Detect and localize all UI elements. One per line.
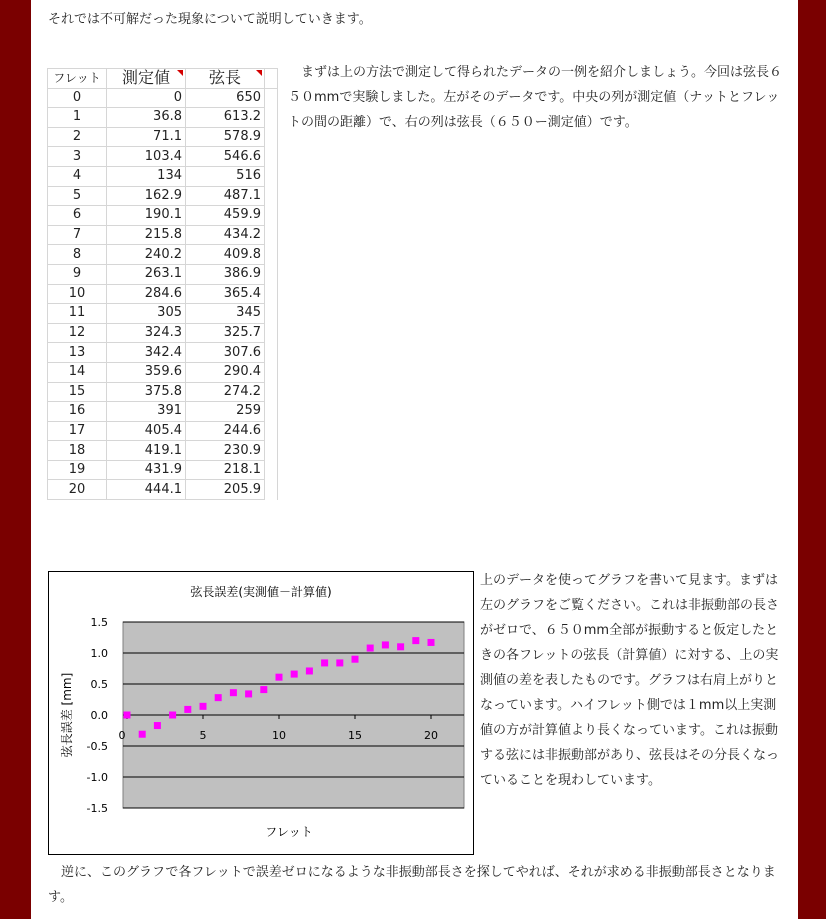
y-tick-label: -1.0 — [86, 771, 108, 784]
cell-fret: 14 — [48, 362, 107, 382]
cell-string-length: 386.9 — [186, 264, 265, 284]
table-pad-cell — [265, 362, 278, 382]
cell-string-length: 365.4 — [186, 284, 265, 304]
x-tick-label: 10 — [272, 729, 286, 742]
table-pad-cell — [265, 421, 278, 441]
cell-measured: 71.1 — [107, 127, 186, 147]
data-point — [382, 641, 389, 648]
intro-paragraph: それでは不可解だった現象について説明していきます。 — [48, 12, 372, 27]
cell-fret: 1 — [48, 108, 107, 128]
table-row — [48, 127, 278, 147]
header-string-label: 弦長 — [208, 68, 241, 88]
cell-fret: 16 — [48, 402, 107, 422]
table-pad-cell — [265, 441, 278, 461]
cell-measured: 134 — [107, 166, 186, 186]
table-pad-cell — [265, 245, 278, 265]
data-point — [412, 637, 419, 644]
cell-measured: 431.9 — [107, 460, 186, 480]
data-point — [367, 645, 374, 652]
cell-fret: 7 — [48, 225, 107, 245]
cell-fret: 18 — [48, 441, 107, 461]
cell-measured: 375.8 — [107, 382, 186, 402]
cell-measured: 444.1 — [107, 480, 186, 500]
table-row — [48, 402, 278, 422]
cell-string-length: 516 — [186, 166, 265, 186]
table-pad-cell — [265, 206, 278, 226]
chart-title: 弦長誤差(実測値－計算値) — [190, 585, 332, 599]
cell-string-length: 345 — [186, 304, 265, 324]
cell-string-length: 218.1 — [186, 460, 265, 480]
cell-fret: 10 — [48, 284, 107, 304]
table-row — [48, 421, 278, 441]
data-point — [184, 706, 191, 713]
table-pad-cell — [265, 480, 278, 500]
table-row — [48, 323, 278, 343]
table-pad-cell — [265, 304, 278, 324]
table-row — [48, 362, 278, 382]
cell-fret: 8 — [48, 245, 107, 265]
data-point — [169, 712, 176, 719]
cell-string-length: 578.9 — [186, 127, 265, 147]
x-tick-label: 5 — [199, 729, 207, 742]
table-pad-cell — [265, 343, 278, 363]
cell-string-length: 290.4 — [186, 362, 265, 382]
cell-fret: 12 — [48, 323, 107, 343]
data-point — [215, 694, 222, 701]
comment-marker-icon — [177, 70, 183, 76]
y-tick-label: 0.5 — [90, 678, 108, 691]
cell-fret: 5 — [48, 186, 107, 206]
table-pad-cell — [265, 402, 278, 422]
table-row — [48, 88, 278, 108]
data-point — [291, 671, 298, 678]
cell-string-length: 307.6 — [186, 343, 265, 363]
table-pad-cell — [265, 108, 278, 128]
table-body — [48, 88, 278, 499]
y-tick-label: 1.0 — [90, 647, 108, 660]
data-point — [139, 731, 146, 738]
cell-measured: 240.2 — [107, 245, 186, 265]
x-tick-label: 20 — [424, 729, 438, 742]
data-point — [124, 712, 131, 719]
article-page — [31, 0, 798, 919]
cell-measured: 190.1 — [107, 206, 186, 226]
error-chart — [48, 571, 474, 855]
data-point — [397, 643, 404, 650]
chart-description-paragraph: 上のデータを使ってグラフを書いて見ます。まずは左のグラフをご覧ください。これは非振動部の長さがゼロで、６５０mm全部が振動すると仮定したときの各フレットの弦長（計算値）に対する、上の実測値の差を表したものです。グラフは右肩上がりとなっています。ハイフレット側では１mm以上実測値の方が計算値より長くなっています。これは振動する弦には非振動部があり、弦長はその分長くなっていることを現わしています。 — [480, 573, 780, 788]
table-pad-cell — [265, 186, 278, 206]
cell-fret: 20 — [48, 480, 107, 500]
data-point — [428, 639, 435, 646]
cell-string-length: 409.8 — [186, 245, 265, 265]
cell-fret: 4 — [48, 166, 107, 186]
table-row — [48, 304, 278, 324]
data-point — [276, 674, 283, 681]
table-row — [48, 225, 278, 245]
data-point — [245, 690, 252, 697]
cell-measured: 215.8 — [107, 225, 186, 245]
header-string-length — [186, 69, 265, 89]
table-row — [48, 108, 278, 128]
table-pad-cell — [265, 69, 278, 89]
comment-marker-icon — [256, 70, 262, 76]
cell-string-length: 205.9 — [186, 480, 265, 500]
cell-string-length: 274.2 — [186, 382, 265, 402]
cell-string-length: 487.1 — [186, 186, 265, 206]
cell-measured: 305 — [107, 304, 186, 324]
table-row — [48, 284, 278, 304]
table-pad-cell — [265, 127, 278, 147]
cell-measured: 284.6 — [107, 284, 186, 304]
data-point — [306, 667, 313, 674]
header-fret: フレット — [48, 69, 107, 89]
cell-fret: 2 — [48, 127, 107, 147]
table-row — [48, 460, 278, 480]
cell-fret: 9 — [48, 264, 107, 284]
cell-measured: 36.8 — [107, 108, 186, 128]
cell-measured: 162.9 — [107, 186, 186, 206]
table-pad-cell — [265, 225, 278, 245]
cell-fret: 0 — [48, 88, 107, 108]
cell-fret: 17 — [48, 421, 107, 441]
data-description-paragraph: まずは上の方法で測定して得られたデータの一例を紹介しましょう。今回は弦長６５０mmで実験しました。左がそのデータです。中央の列が測定値（ナットとフレットの間の距離）で、右の列は弦長（６５０ー測定値）です。 — [288, 65, 783, 130]
header-measured — [107, 69, 186, 89]
table-pad-cell — [265, 166, 278, 186]
cell-measured: 359.6 — [107, 362, 186, 382]
cell-string-length: 650 — [186, 88, 265, 108]
table-pad-cell — [265, 323, 278, 343]
table-row — [48, 343, 278, 363]
x-tick-label: 0 — [118, 729, 126, 742]
y-axis-label: 弦長誤差 [mm] — [60, 672, 74, 758]
y-tick-label: -1.5 — [86, 802, 108, 815]
table-row — [48, 382, 278, 402]
table-row — [48, 206, 278, 226]
table-pad-cell — [265, 382, 278, 402]
error-chart-svg — [49, 572, 473, 854]
cell-string-length: 546.6 — [186, 147, 265, 167]
cell-measured: 263.1 — [107, 264, 186, 284]
data-point — [336, 659, 343, 666]
data-point — [321, 659, 328, 666]
data-point — [260, 686, 267, 693]
header-measured-label: 測定値 — [121, 68, 170, 88]
y-tick-label: -0.5 — [86, 740, 108, 753]
y-tick-label: 1.5 — [90, 616, 108, 629]
table-header-row — [48, 69, 278, 89]
conclusion-paragraph: 逆に、このグラフで各フレットで誤差ゼロになるような非振動部長さを探してやれば、それが求める非振動部長さとなります。 — [48, 865, 776, 905]
fret-data-table — [47, 68, 278, 500]
cell-fret: 19 — [48, 460, 107, 480]
table-row — [48, 441, 278, 461]
table-pad-cell — [265, 284, 278, 304]
data-point — [230, 689, 237, 696]
table-pad-cell — [265, 264, 278, 284]
data-point — [154, 722, 161, 729]
x-axis-label: フレット — [265, 825, 313, 839]
table-pad-cell — [265, 460, 278, 480]
cell-fret: 6 — [48, 206, 107, 226]
cell-measured: 103.4 — [107, 147, 186, 167]
cell-measured: 342.4 — [107, 343, 186, 363]
cell-string-length: 259 — [186, 402, 265, 422]
table-row — [48, 480, 278, 500]
cell-string-length: 325.7 — [186, 323, 265, 343]
cell-string-length: 434.2 — [186, 225, 265, 245]
table-row — [48, 245, 278, 265]
cell-measured: 0 — [107, 88, 186, 108]
cell-string-length: 613.2 — [186, 108, 265, 128]
table-pad-cell — [265, 88, 278, 108]
cell-string-length: 244.6 — [186, 421, 265, 441]
table-row — [48, 186, 278, 206]
cell-string-length: 230.9 — [186, 441, 265, 461]
x-tick-label: 15 — [348, 729, 362, 742]
cell-measured: 405.4 — [107, 421, 186, 441]
data-point — [352, 656, 359, 663]
table-row — [48, 166, 278, 186]
cell-fret: 13 — [48, 343, 107, 363]
cell-measured: 391 — [107, 402, 186, 422]
cell-fret: 3 — [48, 147, 107, 167]
cell-fret: 11 — [48, 304, 107, 324]
table-row — [48, 147, 278, 167]
table-pad-cell — [265, 147, 278, 167]
cell-string-length: 459.9 — [186, 206, 265, 226]
table-row — [48, 264, 278, 284]
cell-measured: 419.1 — [107, 441, 186, 461]
cell-measured: 324.3 — [107, 323, 186, 343]
data-point — [200, 703, 207, 710]
y-tick-label: 0.0 — [90, 709, 108, 722]
cell-fret: 15 — [48, 382, 107, 402]
